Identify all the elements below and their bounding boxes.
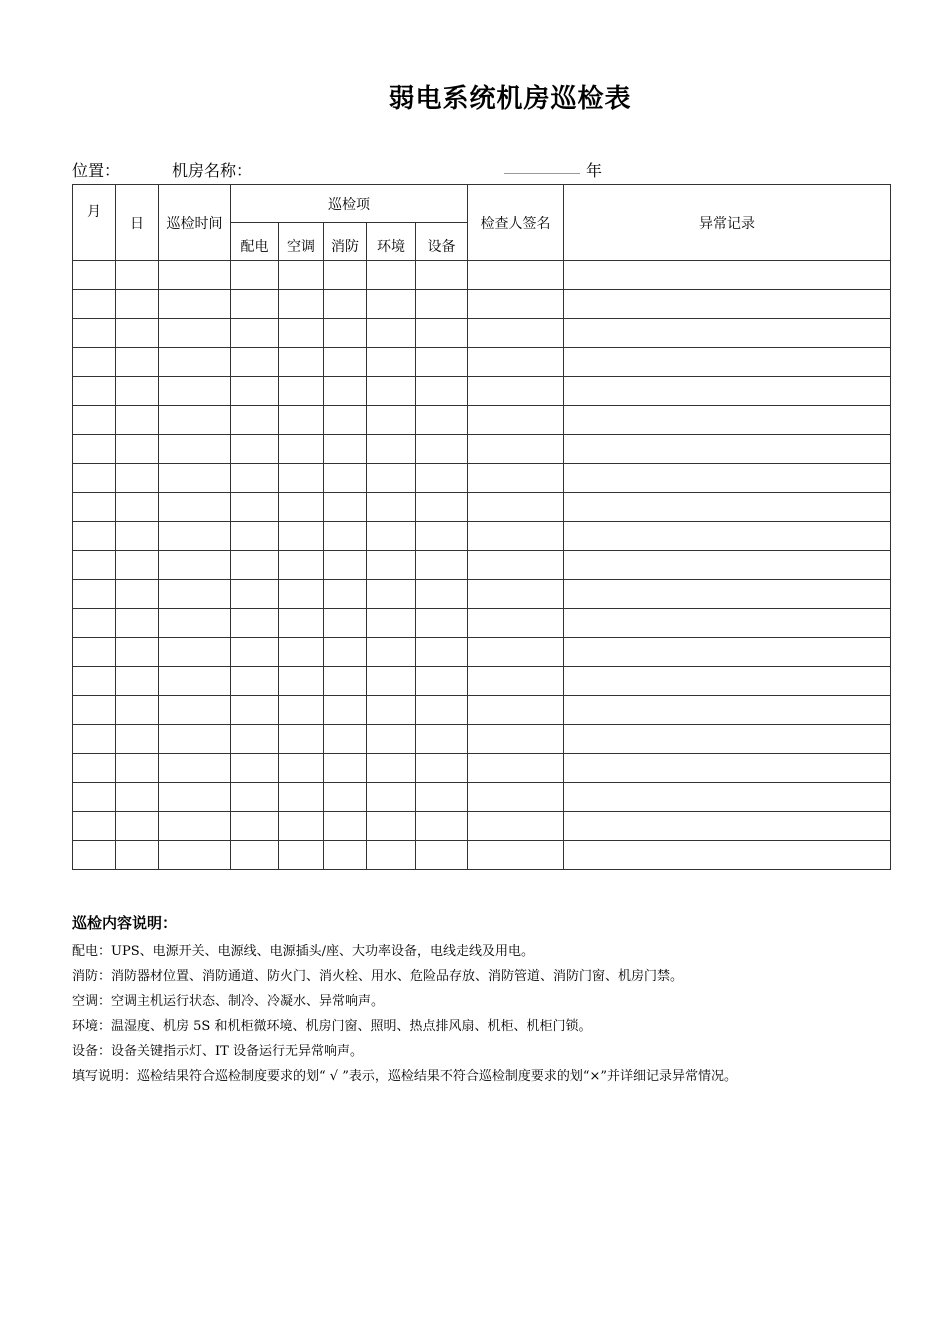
table-cell[interactable]: [468, 435, 564, 464]
note-power: 配电：UPS、电源开关、电源线、电源插头/座、大功率设备，电线走线及用电。: [72, 944, 534, 959]
table-cell[interactable]: [324, 841, 367, 870]
table-cell[interactable]: [73, 609, 116, 638]
table-cell[interactable]: [116, 580, 159, 609]
table-cell[interactable]: [73, 348, 116, 377]
table-cell[interactable]: [324, 783, 367, 812]
location-label: 位置：: [72, 161, 121, 180]
table-cell[interactable]: [279, 841, 324, 870]
table-cell[interactable]: [564, 464, 891, 493]
table-cell[interactable]: [279, 812, 324, 841]
table-cell[interactable]: [279, 783, 324, 812]
table-cell[interactable]: [324, 725, 367, 754]
header-signature: 检查人签名: [468, 185, 564, 261]
table-row: [73, 580, 891, 609]
header-row: [73, 185, 891, 223]
table-cell[interactable]: [324, 609, 367, 638]
table-cell[interactable]: [324, 580, 367, 609]
table-cell[interactable]: [324, 435, 367, 464]
table-cell[interactable]: [416, 754, 468, 783]
table-row: [73, 725, 891, 754]
note-equipment: 设备：设备关键指示灯、IT 设备运行无异常响声。: [72, 1044, 363, 1059]
table-cell[interactable]: [279, 638, 324, 667]
table-cell[interactable]: [159, 638, 231, 667]
table-cell[interactable]: [324, 696, 367, 725]
year-label: 年: [586, 161, 603, 180]
table-cell[interactable]: [468, 290, 564, 319]
table-cell[interactable]: [159, 667, 231, 696]
table-cell[interactable]: [116, 290, 159, 319]
table-cell[interactable]: [116, 667, 159, 696]
table-row: [73, 667, 891, 696]
table-row: [73, 812, 891, 841]
table-cell[interactable]: [468, 261, 564, 290]
table-cell[interactable]: [564, 783, 891, 812]
note-filling-instructions: 填写说明：巡检结果符合巡检制度要求的划“ √ ”表示，巡检结果不符合巡检制度要求的划“×”并详细记录异常情况。: [72, 1069, 738, 1084]
table-row: [73, 493, 891, 522]
table-cell[interactable]: [416, 290, 468, 319]
table-cell[interactable]: [159, 319, 231, 348]
table-cell[interactable]: [416, 696, 468, 725]
table-cell[interactable]: [73, 696, 116, 725]
table-cell[interactable]: [159, 696, 231, 725]
table-cell[interactable]: [116, 406, 159, 435]
table-cell[interactable]: [367, 667, 416, 696]
table-row: [73, 319, 891, 348]
table-row: [73, 348, 891, 377]
table-cell[interactable]: [231, 348, 279, 377]
table-cell[interactable]: [116, 348, 159, 377]
year-blank-line[interactable]: [504, 173, 580, 174]
table-cell[interactable]: [279, 348, 324, 377]
table-cell[interactable]: [324, 319, 367, 348]
note-aircon: 空调：空调主机运行状态、制冷、冷凝水、异常响声。: [72, 994, 385, 1009]
table-cell[interactable]: [116, 522, 159, 551]
table-cell[interactable]: [367, 725, 416, 754]
table-cell[interactable]: [468, 580, 564, 609]
room-name-label: 机房名称：: [172, 161, 253, 180]
table-cell[interactable]: [367, 638, 416, 667]
table-cell[interactable]: [279, 435, 324, 464]
table-cell[interactable]: [564, 609, 891, 638]
inspection-log-table: [72, 184, 891, 870]
table-cell[interactable]: [367, 406, 416, 435]
table-row: [73, 261, 891, 290]
table-cell[interactable]: [416, 261, 468, 290]
table-cell[interactable]: [416, 725, 468, 754]
table-cell[interactable]: [231, 638, 279, 667]
table-cell[interactable]: [116, 609, 159, 638]
table-cell[interactable]: [324, 261, 367, 290]
table-cell[interactable]: [468, 667, 564, 696]
table-row: [73, 290, 891, 319]
table-cell[interactable]: [73, 638, 116, 667]
table-row: [73, 464, 891, 493]
table-cell[interactable]: [367, 464, 416, 493]
table-cell[interactable]: [367, 348, 416, 377]
table-cell[interactable]: [116, 696, 159, 725]
table-cell[interactable]: [279, 609, 324, 638]
table-cell[interactable]: [279, 551, 324, 580]
year-field: [504, 161, 602, 181]
table-cell[interactable]: [468, 638, 564, 667]
table-cell[interactable]: [468, 348, 564, 377]
table-cell[interactable]: [73, 377, 116, 406]
table-cell[interactable]: [324, 551, 367, 580]
table-row: [73, 377, 891, 406]
table-cell[interactable]: [231, 812, 279, 841]
table-cell[interactable]: [73, 493, 116, 522]
table-cell[interactable]: [416, 406, 468, 435]
table-cell[interactable]: [416, 464, 468, 493]
header-day: 日: [116, 185, 159, 261]
table-cell[interactable]: [116, 377, 159, 406]
table-row: [73, 551, 891, 580]
table-row: [73, 783, 891, 812]
table-cell[interactable]: [73, 406, 116, 435]
table-cell[interactable]: [468, 319, 564, 348]
table-cell[interactable]: [416, 580, 468, 609]
table-cell[interactable]: [159, 754, 231, 783]
table-cell[interactable]: [231, 551, 279, 580]
table-cell[interactable]: [231, 783, 279, 812]
table-cell[interactable]: [416, 493, 468, 522]
table-cell[interactable]: [116, 841, 159, 870]
table-cell[interactable]: [116, 812, 159, 841]
table-cell[interactable]: [116, 754, 159, 783]
table-cell[interactable]: [159, 464, 231, 493]
table-cell[interactable]: [324, 754, 367, 783]
table-cell[interactable]: [324, 377, 367, 406]
table-cell[interactable]: [73, 725, 116, 754]
table-cell[interactable]: [468, 783, 564, 812]
table-cell[interactable]: [279, 464, 324, 493]
table-cell[interactable]: [367, 290, 416, 319]
table-cell[interactable]: [468, 551, 564, 580]
table-cell[interactable]: [73, 522, 116, 551]
table-cell[interactable]: [279, 667, 324, 696]
table-cell[interactable]: [468, 493, 564, 522]
table-cell[interactable]: [367, 377, 416, 406]
header-time: 巡检时间: [159, 185, 231, 261]
table-cell[interactable]: [116, 638, 159, 667]
table-cell[interactable]: [324, 406, 367, 435]
table-cell[interactable]: [159, 522, 231, 551]
table-cell[interactable]: [159, 725, 231, 754]
table-cell[interactable]: [159, 435, 231, 464]
table-cell[interactable]: [468, 725, 564, 754]
table-cell[interactable]: [468, 464, 564, 493]
page-title: 弱电系统机房巡检表: [388, 84, 632, 114]
table-row: [73, 522, 891, 551]
header-equipment: 设备: [416, 223, 468, 261]
header-fire: 消防: [324, 223, 367, 261]
table-cell[interactable]: [231, 609, 279, 638]
table-row: [73, 754, 891, 783]
table-cell[interactable]: [231, 841, 279, 870]
table-cell[interactable]: [468, 841, 564, 870]
table-cell[interactable]: [231, 435, 279, 464]
table-cell[interactable]: [416, 783, 468, 812]
table-cell[interactable]: [159, 783, 231, 812]
table-cell[interactable]: [416, 319, 468, 348]
table-cell[interactable]: [564, 841, 891, 870]
table-cell[interactable]: [159, 290, 231, 319]
table-cell[interactable]: [324, 522, 367, 551]
table-cell[interactable]: [279, 493, 324, 522]
table-cell[interactable]: [367, 493, 416, 522]
table-cell[interactable]: [416, 377, 468, 406]
table-cell[interactable]: [279, 580, 324, 609]
table-cell[interactable]: [416, 812, 468, 841]
table-cell[interactable]: [468, 522, 564, 551]
table-cell[interactable]: [468, 377, 564, 406]
table-cell[interactable]: [279, 290, 324, 319]
table-cell[interactable]: [231, 319, 279, 348]
table-row: [73, 435, 891, 464]
table-cell[interactable]: [564, 348, 891, 377]
table-cell[interactable]: [324, 667, 367, 696]
table-cell[interactable]: [73, 783, 116, 812]
table-cell[interactable]: [416, 638, 468, 667]
table-cell[interactable]: [231, 667, 279, 696]
table-cell[interactable]: [159, 841, 231, 870]
table-cell[interactable]: [279, 754, 324, 783]
table-cell[interactable]: [468, 696, 564, 725]
table-cell[interactable]: [416, 841, 468, 870]
table-cell[interactable]: [564, 725, 891, 754]
table-cell[interactable]: [564, 261, 891, 290]
table-cell[interactable]: [468, 812, 564, 841]
table-cell[interactable]: [564, 406, 891, 435]
notes-title: 巡检内容说明：: [72, 914, 178, 932]
table-cell[interactable]: [564, 319, 891, 348]
table-cell[interactable]: [231, 493, 279, 522]
table-cell[interactable]: [116, 493, 159, 522]
table-cell[interactable]: [564, 551, 891, 580]
table-cell[interactable]: [324, 493, 367, 522]
table-cell[interactable]: [159, 348, 231, 377]
table-cell[interactable]: [116, 725, 159, 754]
table-cell[interactable]: [279, 406, 324, 435]
table-cell[interactable]: [416, 348, 468, 377]
header-power: 配电: [231, 223, 279, 261]
table-cell[interactable]: [73, 667, 116, 696]
table-cell[interactable]: [564, 435, 891, 464]
table-cell[interactable]: [73, 261, 116, 290]
table-cell[interactable]: [73, 319, 116, 348]
table-cell[interactable]: [159, 493, 231, 522]
header-aircon: 空调: [279, 223, 324, 261]
table-cell[interactable]: [324, 348, 367, 377]
table-cell[interactable]: [159, 377, 231, 406]
table-cell[interactable]: [367, 783, 416, 812]
table-cell[interactable]: [324, 638, 367, 667]
table-cell[interactable]: [231, 464, 279, 493]
note-environment: 环境：温湿度、机房 5S 和机柜微环境、机房门窗、照明、热点排风扇、机柜、机柜门锁。: [72, 1019, 592, 1034]
inspection-notes: [72, 912, 892, 1089]
table-cell[interactable]: [468, 609, 564, 638]
table-cell[interactable]: [159, 580, 231, 609]
table-cell[interactable]: [73, 464, 116, 493]
table-cell[interactable]: [468, 754, 564, 783]
table-cell[interactable]: [279, 522, 324, 551]
table-cell[interactable]: [231, 377, 279, 406]
table-cell[interactable]: [564, 377, 891, 406]
table-cell[interactable]: [73, 551, 116, 580]
table-cell[interactable]: [73, 841, 116, 870]
table-cell[interactable]: [159, 609, 231, 638]
table-cell[interactable]: [367, 261, 416, 290]
table-cell[interactable]: [279, 696, 324, 725]
table-row: [73, 406, 891, 435]
table-cell[interactable]: [73, 812, 116, 841]
table-cell[interactable]: [231, 754, 279, 783]
table-cell[interactable]: [564, 754, 891, 783]
table-cell[interactable]: [116, 261, 159, 290]
table-cell[interactable]: [416, 551, 468, 580]
table-cell[interactable]: [367, 754, 416, 783]
table-cell[interactable]: [564, 580, 891, 609]
table-cell[interactable]: [231, 696, 279, 725]
table-cell[interactable]: [367, 609, 416, 638]
table-cell[interactable]: [116, 783, 159, 812]
table-cell[interactable]: [564, 638, 891, 667]
table-cell[interactable]: [468, 406, 564, 435]
table-cell[interactable]: [279, 725, 324, 754]
table-row: [73, 609, 891, 638]
table-cell[interactable]: [116, 435, 159, 464]
table-cell[interactable]: [367, 319, 416, 348]
table-cell[interactable]: [367, 580, 416, 609]
table-cell[interactable]: [159, 551, 231, 580]
table-cell[interactable]: [416, 522, 468, 551]
header-month: 月: [73, 185, 116, 261]
table-cell[interactable]: [116, 464, 159, 493]
header-abnormal-record: 异常记录: [564, 185, 891, 261]
table-cell[interactable]: [231, 580, 279, 609]
table-cell[interactable]: [367, 696, 416, 725]
table-row: [73, 841, 891, 870]
table-cell[interactable]: [231, 290, 279, 319]
table-cell[interactable]: [279, 319, 324, 348]
table-cell[interactable]: [367, 841, 416, 870]
table-cell[interactable]: [564, 812, 891, 841]
note-fire: 消防：消防器材位置、消防通道、防火门、消火栓、用水、危险品存放、消防管道、消防门窗、机房门禁。: [72, 969, 684, 984]
table-row: [73, 696, 891, 725]
table-cell[interactable]: [324, 464, 367, 493]
table-cell[interactable]: [367, 522, 416, 551]
table-cell[interactable]: [367, 551, 416, 580]
table-cell[interactable]: [73, 754, 116, 783]
table-cell[interactable]: [73, 290, 116, 319]
table-cell[interactable]: [116, 319, 159, 348]
table-cell[interactable]: [564, 696, 891, 725]
table-cell[interactable]: [231, 725, 279, 754]
table-cell[interactable]: [416, 435, 468, 464]
table-cell[interactable]: [367, 812, 416, 841]
table-cell[interactable]: [231, 261, 279, 290]
table-cell[interactable]: [159, 261, 231, 290]
header-environment: 环境: [367, 223, 416, 261]
table-cell[interactable]: [564, 667, 891, 696]
table-cell[interactable]: [416, 609, 468, 638]
table-cell[interactable]: [324, 812, 367, 841]
table-cell[interactable]: [564, 522, 891, 551]
header-inspection-items: 巡检项: [231, 185, 468, 223]
table-cell[interactable]: [73, 435, 116, 464]
table-cell[interactable]: [231, 406, 279, 435]
table-cell[interactable]: [324, 290, 367, 319]
table-cell[interactable]: [231, 522, 279, 551]
table-cell[interactable]: [159, 406, 231, 435]
table-cell[interactable]: [367, 435, 416, 464]
table-cell[interactable]: [564, 290, 891, 319]
table-row: [73, 638, 891, 667]
table-cell[interactable]: [416, 667, 468, 696]
table-cell[interactable]: [279, 377, 324, 406]
table-cell[interactable]: [116, 551, 159, 580]
table-cell[interactable]: [279, 261, 324, 290]
table-cell[interactable]: [73, 580, 116, 609]
table-cell[interactable]: [159, 812, 231, 841]
table-cell[interactable]: [564, 493, 891, 522]
